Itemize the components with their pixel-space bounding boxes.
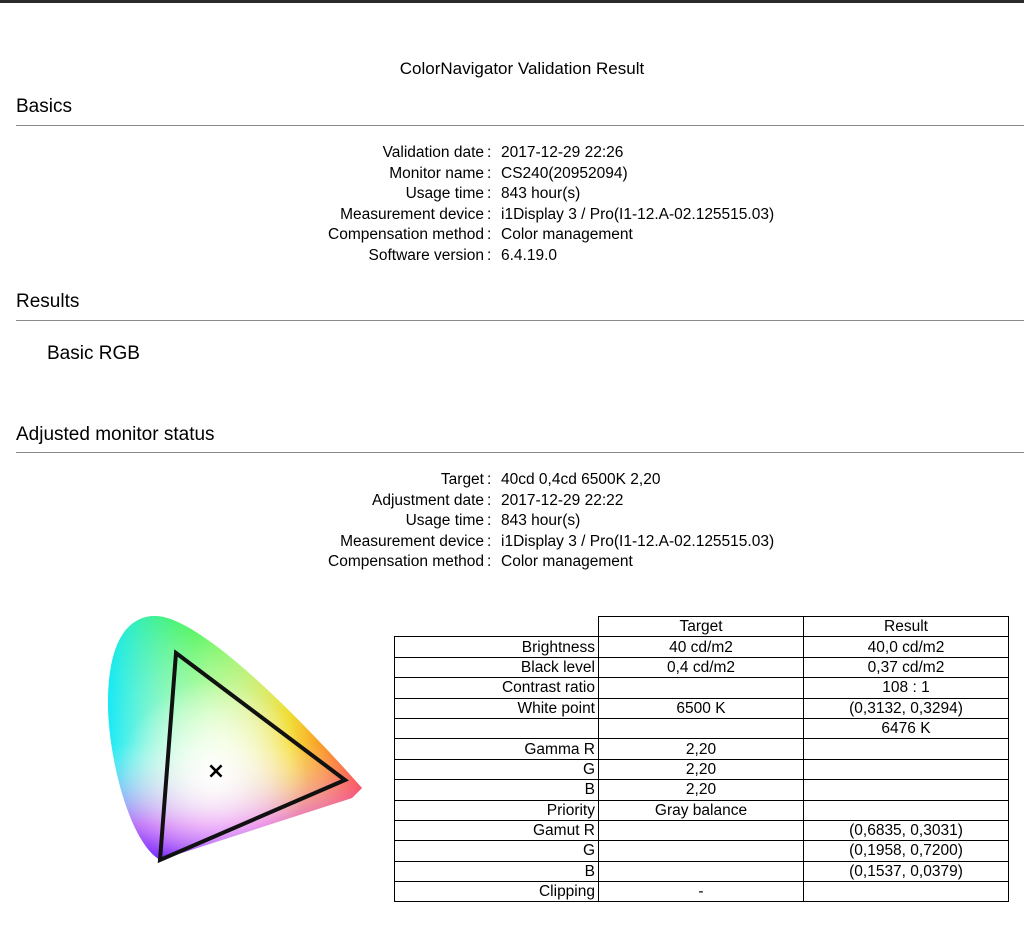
results-subheading: Basic RGB bbox=[47, 343, 140, 364]
spectral-locus-fill bbox=[100, 608, 370, 878]
table-row bbox=[395, 820, 1009, 840]
basics-info-row bbox=[0, 184, 1024, 205]
basics-info-value: CS240(20952094) bbox=[501, 164, 628, 182]
basics-info-row bbox=[0, 143, 1024, 164]
adjusted-info-label: Usage time bbox=[405, 512, 484, 530]
adjusted-info-colon: : bbox=[487, 553, 492, 571]
row-label: Gamut R bbox=[395, 820, 599, 840]
basics-info-value: Color management bbox=[501, 226, 633, 244]
column-header-result: Result bbox=[804, 617, 1009, 637]
adjusted-info-row bbox=[0, 491, 1024, 512]
result-value: (0,1537, 0,0379) bbox=[804, 861, 1009, 881]
result-value: (0,3132, 0,3294) bbox=[804, 698, 1009, 718]
basics-info-value: 2017-12-29 22:26 bbox=[501, 144, 624, 161]
basics-info-label: Monitor name bbox=[389, 164, 484, 182]
result-value bbox=[804, 780, 1009, 800]
table-header-row bbox=[395, 617, 1009, 637]
row-label: White point bbox=[395, 698, 599, 718]
basics-info-label: Software version bbox=[368, 246, 484, 264]
column-header-target: Target bbox=[599, 617, 804, 637]
target-value: 40 cd/m2 bbox=[599, 637, 804, 657]
basics-info-row bbox=[0, 205, 1024, 226]
top-bar bbox=[0, 0, 1024, 3]
result-value: (0,1958, 0,7200) bbox=[804, 841, 1009, 861]
basics-info-value: 843 hour(s) bbox=[501, 185, 581, 203]
target-value bbox=[599, 841, 804, 861]
white-point-marker: × bbox=[206, 759, 226, 784]
basics-info-label: Validation date bbox=[382, 144, 484, 161]
row-label: G bbox=[395, 759, 599, 779]
target-value bbox=[599, 678, 804, 698]
document-title: ColorNavigator Validation Result bbox=[399, 59, 645, 78]
target-value: 2,20 bbox=[599, 759, 804, 779]
table-row bbox=[395, 678, 1009, 698]
basics-info-value: 6.4.19.0 bbox=[501, 246, 558, 264]
table-row bbox=[395, 718, 1009, 738]
table-row bbox=[395, 698, 1009, 718]
row-label: Gamma R bbox=[395, 739, 599, 759]
target-value: 0,4 cd/m2 bbox=[599, 657, 804, 677]
result-value: 6476 K bbox=[804, 718, 1009, 738]
result-value bbox=[804, 800, 1009, 820]
row-label bbox=[395, 718, 599, 738]
table-row bbox=[395, 780, 1009, 800]
table-row bbox=[395, 800, 1009, 820]
results-divider bbox=[16, 320, 1024, 321]
result-value: 108 : 1 bbox=[804, 678, 1009, 698]
table-corner-cell bbox=[395, 617, 599, 637]
row-label: Brightness bbox=[395, 637, 599, 657]
target-value bbox=[599, 861, 804, 881]
basics-info-row bbox=[0, 225, 1024, 246]
table-row bbox=[395, 882, 1009, 902]
result-value bbox=[804, 739, 1009, 759]
adjusted-status-info-list bbox=[0, 470, 1024, 573]
target-value: 2,20 bbox=[599, 780, 804, 800]
adjusted-info-value: Color management bbox=[501, 553, 633, 571]
basics-info-label: Compensation method bbox=[328, 226, 484, 244]
basics-info-label: Usage time bbox=[405, 185, 484, 203]
basics-heading: Basics bbox=[16, 96, 72, 117]
result-value: 0,37 cd/m2 bbox=[804, 657, 1009, 677]
target-value: 2,20 bbox=[599, 739, 804, 759]
adjusted-status-heading: Adjusted monitor status bbox=[16, 424, 215, 445]
adjusted-status-divider bbox=[16, 452, 1024, 453]
adjusted-info-value: i1Display 3 / Pro(I1-12.A-02.125515.03) bbox=[501, 532, 775, 550]
adjusted-info-colon: : bbox=[487, 471, 492, 488]
result-value bbox=[804, 882, 1009, 902]
adjusted-info-colon: : bbox=[487, 532, 492, 550]
basics-info-value: i1Display 3 / Pro(I1-12.A-02.125515.03) bbox=[501, 205, 775, 223]
result-value: 40,0 cd/m2 bbox=[804, 637, 1009, 657]
basics-info-colon: : bbox=[487, 185, 492, 203]
table-row bbox=[395, 657, 1009, 677]
target-value: Gray balance bbox=[599, 800, 804, 820]
adjusted-info-row bbox=[0, 532, 1024, 553]
results-heading: Results bbox=[16, 291, 80, 312]
target-value: - bbox=[599, 882, 804, 902]
basics-info-colon: : bbox=[487, 246, 492, 264]
adjusted-info-value: 843 hour(s) bbox=[501, 512, 581, 530]
results-table bbox=[394, 616, 1009, 902]
adjusted-info-label: Compensation method bbox=[328, 553, 484, 571]
adjusted-info-label: Adjustment date bbox=[371, 491, 484, 509]
target-value: 6500 K bbox=[599, 698, 804, 718]
table-row bbox=[395, 861, 1009, 881]
row-label: Priority bbox=[395, 800, 599, 820]
basics-divider bbox=[16, 125, 1024, 126]
table-row bbox=[395, 637, 1009, 657]
row-label: B bbox=[395, 861, 599, 881]
basics-info-list bbox=[0, 143, 1024, 267]
basics-info-colon: : bbox=[487, 205, 492, 223]
table-row bbox=[395, 739, 1009, 759]
adjusted-info-colon: : bbox=[487, 491, 492, 509]
adjusted-info-label: Target bbox=[440, 471, 484, 488]
target-value bbox=[599, 718, 804, 738]
adjusted-info-label: Measurement device bbox=[340, 532, 484, 550]
row-label: B bbox=[395, 780, 599, 800]
table-row bbox=[395, 841, 1009, 861]
adjusted-info-colon: : bbox=[487, 512, 492, 530]
adjusted-info-row bbox=[0, 511, 1024, 532]
row-label: Black level bbox=[395, 657, 599, 677]
result-value bbox=[804, 759, 1009, 779]
adjusted-info-value: 2017-12-29 22:22 bbox=[501, 491, 624, 509]
table-row bbox=[395, 759, 1009, 779]
basics-info-row bbox=[0, 246, 1024, 267]
result-value: (0,6835, 0,3031) bbox=[804, 820, 1009, 840]
adjusted-info-value: 40cd 0,4cd 6500K 2,20 bbox=[501, 471, 661, 488]
basics-info-colon: : bbox=[487, 144, 492, 161]
chromaticity-gamut-diagram bbox=[100, 608, 370, 878]
row-label: G bbox=[395, 841, 599, 861]
row-label: Contrast ratio bbox=[395, 678, 599, 698]
basics-info-row bbox=[0, 164, 1024, 185]
adjusted-info-row bbox=[0, 470, 1024, 491]
target-value bbox=[599, 820, 804, 840]
basics-info-label: Measurement device bbox=[340, 205, 484, 223]
row-label: Clipping bbox=[395, 882, 599, 902]
basics-info-colon: : bbox=[487, 164, 492, 182]
adjusted-info-row bbox=[0, 552, 1024, 573]
basics-info-colon: : bbox=[487, 226, 492, 244]
